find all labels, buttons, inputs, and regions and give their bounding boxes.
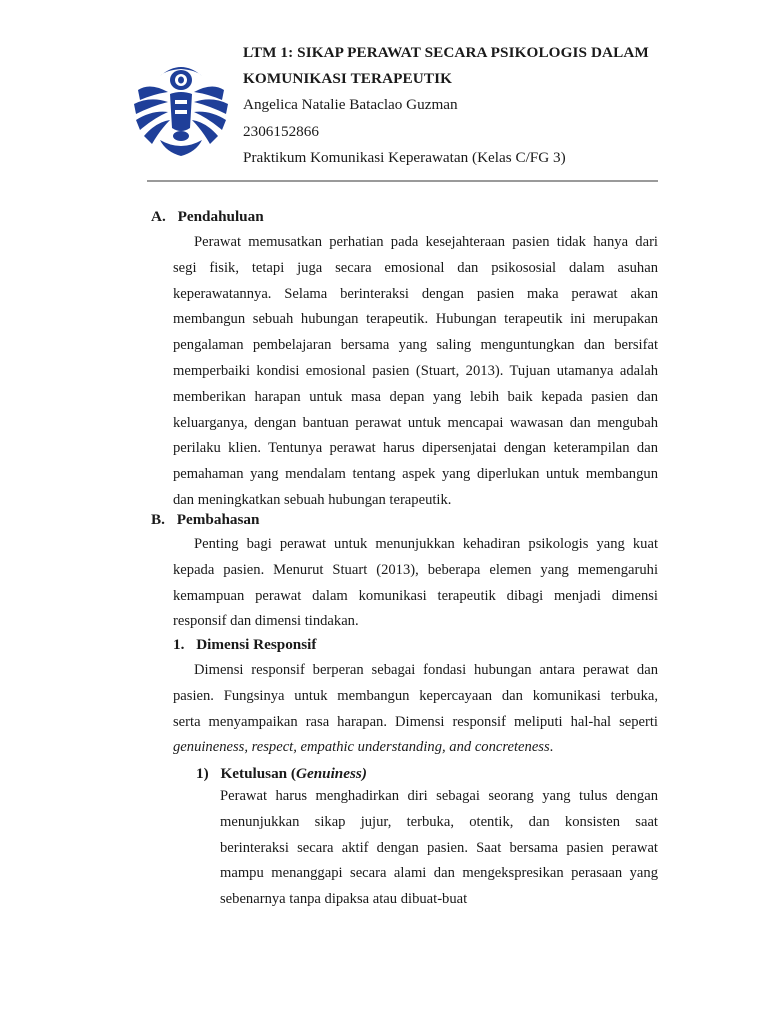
- paragraph-line: Penting bagi perawat untuk menunjukkan kehadiran psikologis yang kuat: [194, 536, 658, 552]
- student-id: 2306152866: [243, 122, 319, 140]
- item-1-title-prefix: Ketulusan (: [220, 765, 296, 782]
- paragraph-line: pemahaman yang mendalam tentang aspek yang diperlukan untuk membangun: [173, 466, 658, 483]
- paragraph-line: Perawat memusatkan perhatian pada kesejahteraan pasien tidak hanya dari: [194, 234, 658, 250]
- paragraph-line: segi fisik, tetapi juga secara emosional dan psikososial dalam asuhan: [173, 259, 658, 276]
- item-1-heading: [196, 764, 367, 784]
- author-name: Angelica Natalie Bataclao Guzman: [243, 96, 458, 113]
- subsection-1-label: 1.: [173, 636, 185, 653]
- paragraph-line: responsif dan dimensi tindakan.: [173, 613, 359, 630]
- section-b-title: Pembahasan: [176, 511, 260, 528]
- section-b-heading: [151, 510, 259, 530]
- paragraph-line: menunjukkan sikap jujur, terbuka, otentik, dan konsisten saat: [220, 813, 658, 830]
- paragraph-line: keluarganya, dengan bantuan perawat untuk mencapai wawasan dan mengubah: [173, 414, 658, 431]
- paragraph-line: berinteraksi secara aktif dengan pasien. Saat bersama pasien perawat: [220, 839, 658, 856]
- paragraph-line: Dimensi responsif berperan sebagai fondasi hubungan antara perawat dan: [194, 662, 658, 678]
- paragraph-line: [173, 735, 658, 761]
- subsection-1-title: Dimensi Responsif: [196, 636, 317, 653]
- item-1-label: 1): [196, 765, 209, 782]
- item-1-title-italic: Genuiness): [295, 765, 367, 782]
- paragraph-line: keperawatannya. Selama berinteraksi dengan pasien maka perawat akan: [173, 285, 658, 302]
- section-a-heading: [151, 207, 264, 227]
- paragraph-line: serta menyampaikan rasa harapan. Dimensi responsif meliputi hal-hal seperti: [173, 713, 658, 730]
- section-b-label: B.: [151, 511, 165, 528]
- paragraph-line: mampu menanggapi secara alami dan mengekspresikan perasaan yang: [220, 865, 658, 882]
- document-title-line-2: KOMUNIKASI TERAPEUTIK: [243, 70, 452, 87]
- paragraph-line: memperbaiki kondisi emosional pasien (Stuart, 2013). Tujuan utamanya adalah: [173, 362, 658, 379]
- paragraph-line: dan meningkatkan sebuah hubungan terapeutik.: [173, 491, 452, 508]
- item-1-paragraph: [220, 784, 658, 913]
- italic-terms-end: .: [549, 739, 554, 756]
- paragraph-line: perilaku klien. Tentunya perawat harus dipersenjatai dengan keterampilan dan: [173, 440, 658, 457]
- header-divider: [147, 180, 658, 182]
- paragraph-line: kemampuan perawat dalam komunikasi terapeutik dibagi menjadi dimensi: [173, 587, 658, 604]
- paragraph-line: pengalaman pembelajaran bersama yang saling menguntungkan dan bersifat: [173, 337, 658, 354]
- section-a-title: Pendahuluan: [177, 208, 264, 225]
- subsection-1-paragraph: [173, 658, 658, 761]
- paragraph-line: membangun sebuah hubungan terapeutik. Hubungan terapeutik ini merupakan: [173, 311, 658, 328]
- italic-terms: genuineness, respect, empathic understanding, and concreteness: [173, 739, 550, 756]
- subsection-1-heading: [173, 635, 316, 655]
- section-a-label: A.: [151, 208, 166, 225]
- document-title-line-1: LTM 1: SIKAP PERAWAT SECARA PSIKOLOGIS DALAM: [243, 44, 649, 61]
- paragraph-line: memberikan harapan untuk masa depan yang lebih baik kepada pasien dan: [173, 388, 658, 405]
- paragraph-line: pasien. Fungsinya untuk membangun kepercayaan dan komunikasi terbuka,: [173, 687, 658, 704]
- item-1-title: [220, 765, 366, 782]
- document-header: [243, 40, 723, 172]
- university-logo-icon: [130, 56, 232, 166]
- paragraph-line: kepada pasien. Menurut Stuart (2013), beberapa elemen yang memengaruhi: [173, 561, 658, 578]
- paragraph-line: Perawat harus menghadirkan diri sebagai seorang yang tulus dengan: [220, 788, 658, 804]
- section-a-paragraph: [173, 230, 658, 514]
- course-name: Praktikum Komunikasi Keperawatan (Kelas C/FG 3): [243, 149, 566, 166]
- paragraph-line: sebenarnya tanpa dipaksa atau dibuat-buat: [220, 891, 468, 908]
- section-b-paragraph: [173, 532, 658, 635]
